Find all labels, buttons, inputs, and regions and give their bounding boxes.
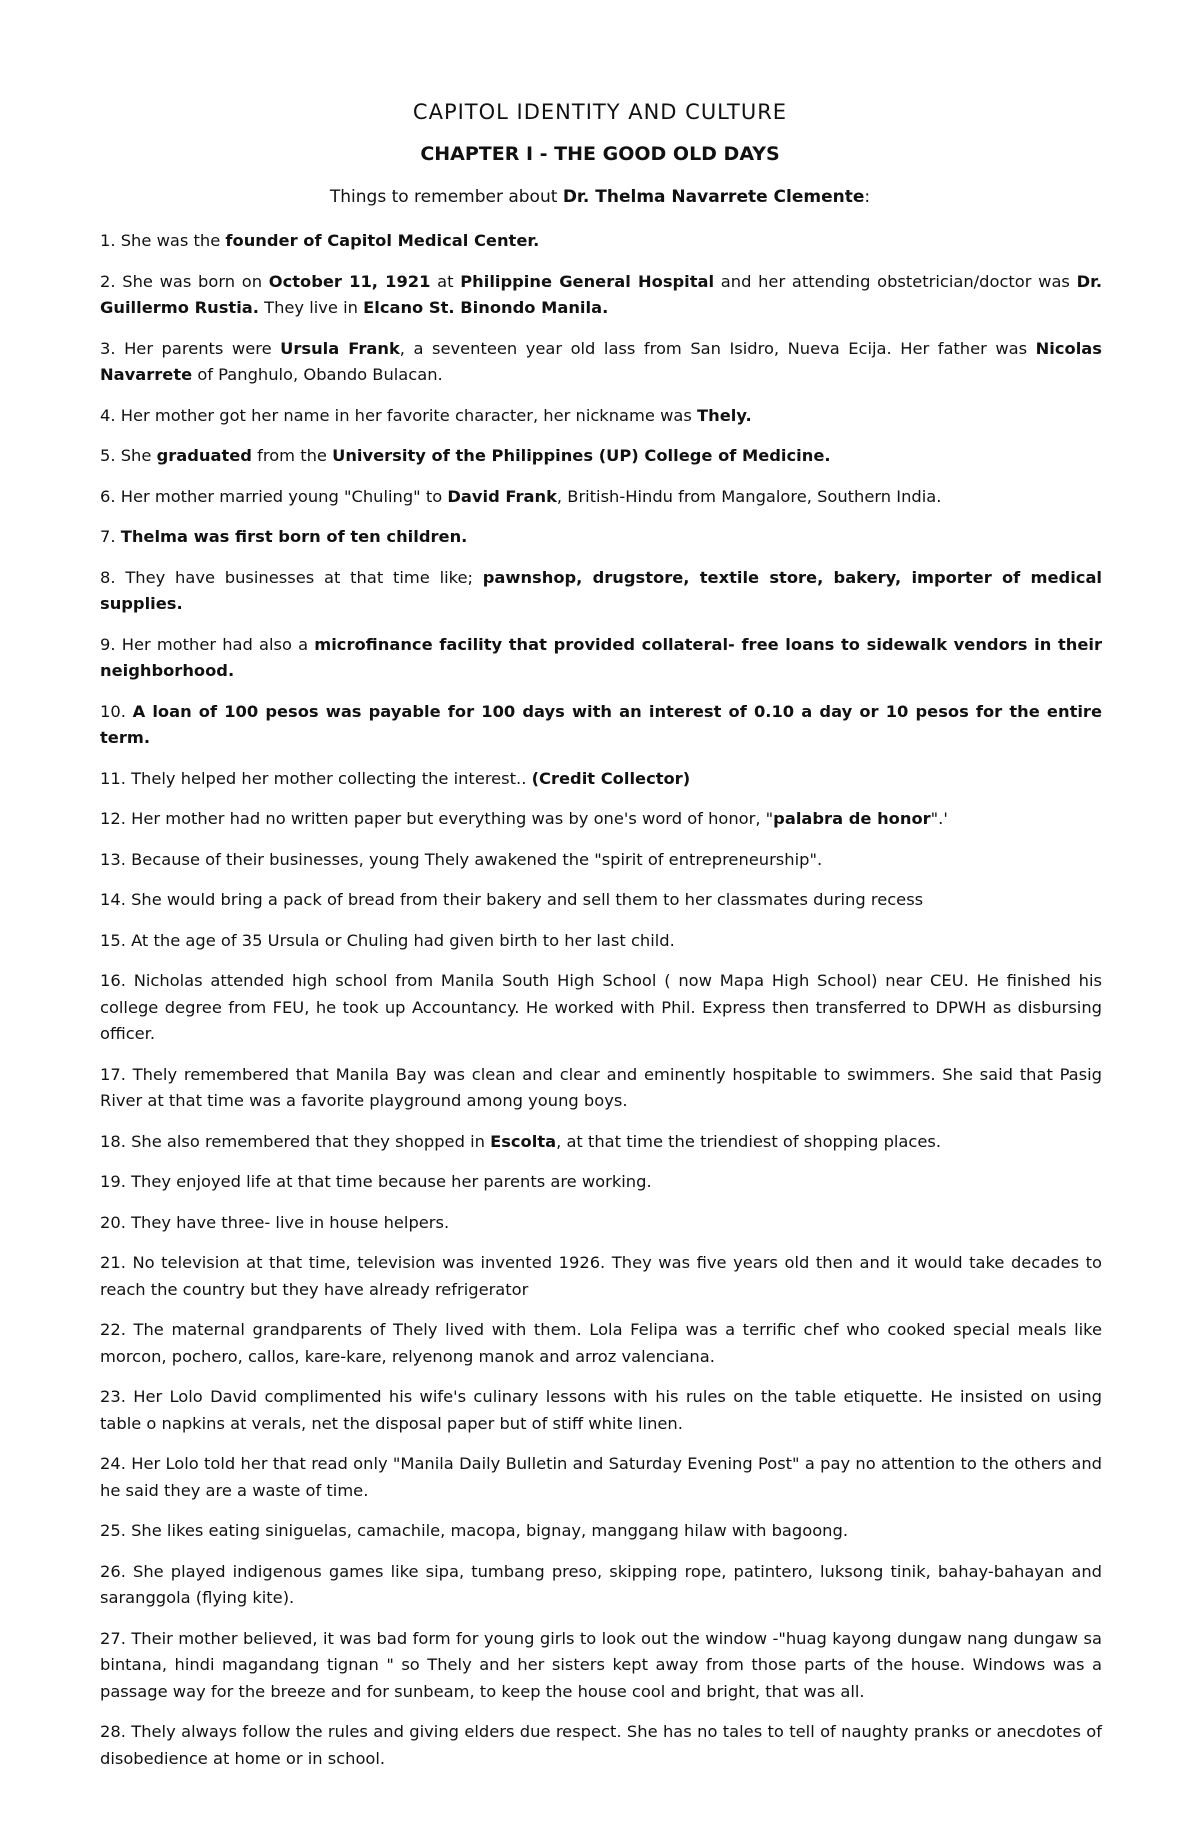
item-text: , British-Hindu from Mangalore, Southern India. [556,486,942,506]
item-text-bold: Ursula Frank [280,338,400,358]
item-text-bold: Thelma was first born of ten children. [120,527,468,546]
item-text: Her mother had no written paper but everything was by one's word of honor, " [131,809,774,828]
intro-name: Dr. Thelma Navarrete Clemente [562,187,865,207]
list-item [100,484,1102,511]
item-text: They live in [258,298,364,317]
numbered-list [100,228,1102,1772]
item-text: Thely helped her mother collecting the interest.. [131,768,532,788]
list-item [100,1062,1102,1115]
list-item [100,565,1102,618]
list-item [100,887,1102,914]
item-number: 3. [100,338,125,358]
list-item [100,847,1102,874]
list-item [100,806,1102,833]
list-item [100,228,1102,255]
item-number: 6. [100,486,121,506]
item-text: At the age of 35 Ursula or Chuling had given birth to her last child. [131,930,675,950]
list-item [100,632,1102,685]
item-number: 1. [100,231,121,250]
item-text: They enjoyed life at that time because her parents are working. [131,1172,652,1191]
list-item [100,403,1102,430]
item-text: from the [251,446,333,465]
item-number: 2. [100,271,123,291]
item-text-bold: palabra de honor [773,809,931,828]
list-item [100,1451,1102,1504]
item-text-bold: A loan of 100 pesos was payable for 100 days with an interest of 0.10 a day or 10 pesos for the entire term. [100,701,1102,747]
item-text: She would bring a pack of bread from their bakery and sell them to her classmates during recess [131,890,924,909]
item-text: ".' [930,809,948,828]
list-item [100,1719,1102,1772]
item-number: 12. [100,809,132,828]
item-text: at [430,271,461,291]
list-item [100,928,1102,955]
item-text: Their mother believed, it was bad form for young girls to look out the window -"huag kayong dungaw nang dungaw sa bintana, hindi magandang tignan " so Thely and her sisters kept away from those parts of the house. Windows was a passage way for the breeze and for sunbeam, to keep the house cool and bright, that was all. [100,1628,1102,1701]
item-text: Thely remembered that Manila Bay was clean and clear and eminently hospitable to swimmers. She said that Pasig River at that time was a favorite playground among young boys. [100,1064,1102,1110]
item-text: Her mother got her name in her favorite character, her nickname was [120,405,698,425]
item-text-bold: microfinance facility that provided collateral- free loans to sidewalk vendors in their neighborhood. [100,634,1102,680]
item-number: 27. [100,1628,132,1648]
item-text: She also remembered that they shopped in [131,1131,491,1151]
item-text: Thely always follow the rules and giving elders due respect. She has no tales to tell of naughty pranks or anecdotes of disobedience at home or in school. [100,1722,1102,1768]
item-number: 21. [100,1253,133,1272]
list-item [100,1169,1102,1196]
item-number: 28. [100,1722,132,1741]
item-text-bold: David Frank [447,486,557,506]
list-item [100,524,1102,551]
item-text-bold: University of the Philippines (UP) College of Medicine. [332,446,831,465]
item-text: Because of their businesses, young Thely awakened the "spirit of entrepreneurship". [131,849,823,869]
item-text: Her mother had also a [121,634,315,654]
item-text: She likes eating siniguelas, camachile, macopa, bignay, manggang hilaw with bagoong. [131,1521,848,1540]
list-item [100,1250,1102,1303]
item-text: , at that time the triendiest of shopping places. [556,1131,942,1151]
item-text-bold: Escolta [490,1131,557,1151]
list-item [100,1210,1102,1237]
item-number: 9. [100,634,122,654]
item-number: 15. [100,930,132,950]
list-item [100,336,1102,389]
item-text: Her parents were [124,338,281,358]
item-text: and her attending obstetrician/doctor was [714,271,1077,291]
list-item [100,269,1102,322]
item-number: 7. [100,527,121,546]
list-item [100,1129,1102,1156]
item-number: 24. [100,1454,132,1473]
list-item [100,968,1102,1048]
document-title: CAPITOL IDENTITY AND CULTURE [412,100,788,124]
chapter-heading: CHAPTER I - THE GOOD OLD DAYS [420,143,780,165]
item-text: They have three- live in house helpers. [131,1212,450,1232]
item-number: 5. [100,446,121,465]
item-number: 19. [100,1172,132,1191]
item-text-bold: Nicolas Navarrete [100,338,1102,384]
item-text-bold: pawnshop, drugstore, textile store, bakery, importer of medical supplies. [100,567,1103,613]
item-number: 17. [100,1064,133,1084]
item-text: of Panghulo, Obando Bulacan. [192,365,443,384]
intro-suffix: : [864,187,871,207]
item-text-bold: Philippine General Hospital [460,271,715,291]
item-text: The maternal grandparents of Thely lived with them. Lola Felipa was a terrific chef who cooked special meals like morcon, pochero, callos, kare-kare, relyenong manok and arroz valenciana. [100,1320,1102,1366]
item-text: She was born on [122,271,269,291]
item-text: She played indigenous games like sipa, tumbang preso, skipping rope, patintero, luksong tinik, bahay-bahayan and saranggola (flying kite). [100,1561,1102,1607]
item-number: 18. [100,1131,132,1151]
list-item [100,766,1102,793]
item-text: They have businesses at that time like; [125,567,483,587]
list-item [100,1626,1102,1706]
item-text: Her Lolo told her that read only "Manila Daily Bulletin and Saturday Evening Post" a pay no attention to the others and he said they are a waste of time. [100,1454,1102,1500]
intro-line [0,187,1200,207]
item-text: Nicholas attended high school from Manila South High School ( now Mapa High School) near CEU. He finished his college degree from FEU, he took up Accountancy. He worked with Phil. Express then transferred to DPWH as disbursing officer. [100,971,1102,1043]
item-text-bold: (Credit Collector) [531,768,691,788]
item-number: 13. [100,849,132,869]
item-number: 10. [100,701,133,721]
list-item [100,1384,1102,1437]
item-text: No television at that time, television was invented 1926. They was five years old then and it would take decades to reach the country but they have already refrigerator [100,1253,1102,1299]
item-text: Her Lolo David complimented his wife's culinary lessons with his rules on the table etiquette. He insisted on using table o napkins at verals, net the disposal paper but of stiff white linen. [100,1387,1102,1433]
item-number: 4. [100,405,121,425]
item-number: 25. [100,1521,132,1540]
item-number: 11. [100,768,132,788]
item-number: 23. [100,1387,134,1406]
list-item [100,1317,1102,1370]
item-number: 20. [100,1212,132,1232]
list-item [100,1518,1102,1545]
item-number: 26. [100,1561,133,1581]
item-text-bold: Thely. [697,405,752,425]
item-text: Her mother married young "Chuling" to [120,486,448,506]
item-text: She was the [120,231,226,250]
list-item [100,699,1102,752]
item-text-bold: founder of Capitol Medical Center. [225,231,540,250]
list-item [100,443,1102,470]
item-number: 16. [100,971,134,990]
list-item [100,1559,1102,1612]
intro-prefix: Things to remember about [329,187,563,207]
item-text: She [120,446,157,465]
item-number: 14. [100,890,132,909]
item-number: 22. [100,1320,134,1339]
item-text-bold: Elcano St. Binondo Manila. [363,298,609,317]
item-text-bold: graduated [156,446,252,465]
item-text-bold: Dr. Guillermo Rustia. [100,271,1103,317]
item-text-bold: October 11, 1921 [268,271,431,291]
item-number: 8. [100,567,126,587]
item-text: , a seventeen year old lass from San Isidro, Nueva Ecija. Her father was [399,338,1036,358]
